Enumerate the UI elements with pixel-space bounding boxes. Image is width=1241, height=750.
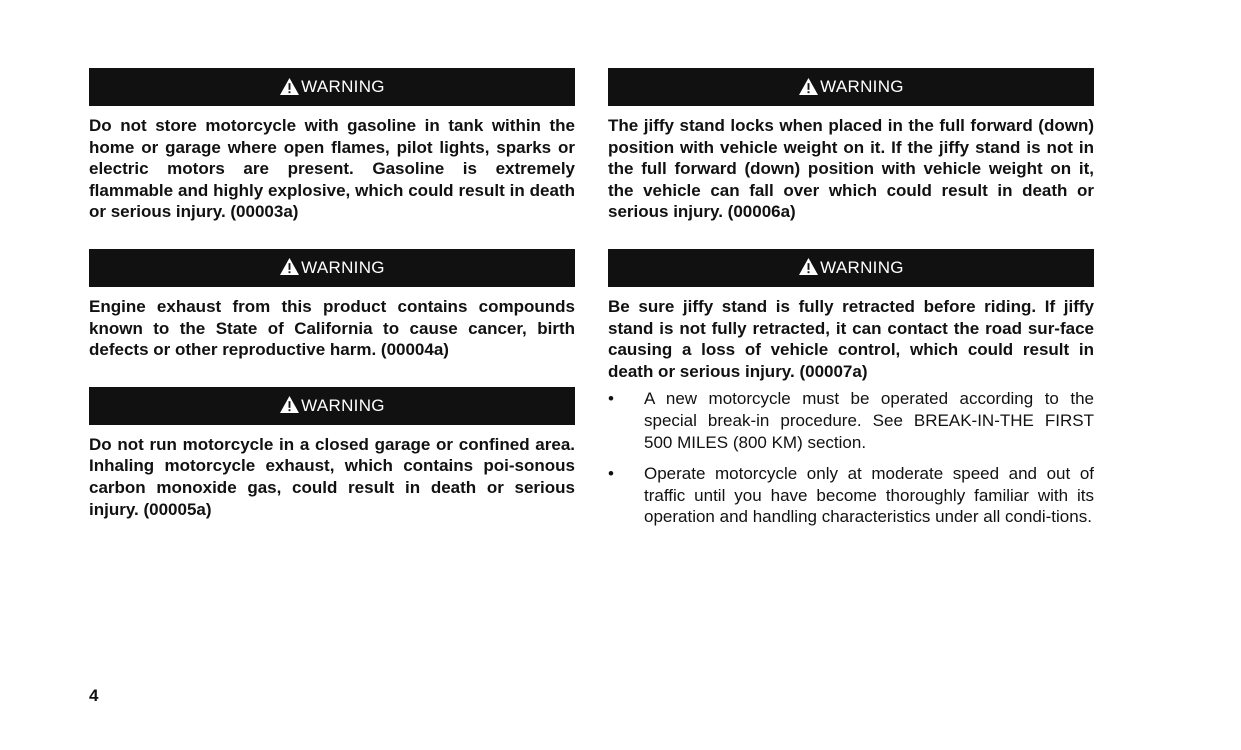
warning-block-closed-garage xyxy=(89,387,575,520)
list-item xyxy=(608,463,1094,528)
left-column xyxy=(89,68,575,546)
right-column xyxy=(608,68,1094,538)
warning-text: Engine exhaust from this product contains compounds known to the State of California to cause cancer, birth defects or other reproductive harm. (00004a) xyxy=(89,296,575,360)
warning-block-jiffy-stand-locks xyxy=(608,68,1094,223)
warning-block-exhaust-compounds xyxy=(89,249,575,361)
warning-block-jiffy-stand-retracted xyxy=(608,249,1094,382)
instruction-list xyxy=(608,388,1094,528)
warning-triangle-icon xyxy=(798,77,819,96)
warning-header xyxy=(89,68,575,106)
warning-title: WARNING xyxy=(820,257,904,277)
warning-text: The jiffy stand locks when placed in the full forward (down) position with vehicle weight on it. If the jiffy stand is not in the full forward (down) position with vehicle weight on it, the vehicle can fall over which could result in death or serious injury. (00006a) xyxy=(608,116,1094,222)
warning-triangle-icon xyxy=(279,395,300,414)
list-item-text: Operate motorcycle only at moderate speed and out of traffic until you have become thoroughly familiar with its operation and handling characteristics under all condi-tions. xyxy=(644,464,1094,527)
warning-triangle-icon xyxy=(279,77,300,96)
warning-header xyxy=(608,249,1094,287)
page-number: 4 xyxy=(89,686,99,705)
list-item xyxy=(608,388,1094,453)
warning-title: WARNING xyxy=(301,395,385,415)
warning-text: Do not store motorcycle with gasoline in tank within the home or garage where open flames, pilot lights, sparks or electric motors are present. Gasoline is extremely flammable and highly explosive, which could result in death or serious injury. (00003a) xyxy=(89,116,575,222)
warning-text: Do not run motorcycle in a closed garage or confined area. Inhaling motorcycle exhaust, which contains poi-sonous carbon monoxide gas, could result in death or serious injury. (00005a) xyxy=(89,434,575,519)
warning-triangle-icon xyxy=(279,257,300,276)
list-item-text: A new motorcycle must be operated according to the special break-in procedure. See BREAK-IN-THE FIRST 500 MILES (800 KM) section. xyxy=(644,389,1094,452)
bullet-marker: • xyxy=(608,464,614,484)
bullet-marker: • xyxy=(608,389,614,409)
warning-header xyxy=(608,68,1094,106)
warning-title: WARNING xyxy=(301,257,385,277)
warning-triangle-icon xyxy=(798,257,819,276)
warning-title: WARNING xyxy=(301,77,385,96)
warning-title: WARNING xyxy=(820,77,904,96)
warning-header xyxy=(89,387,575,425)
warning-text: Be sure jiffy stand is fully retracted before riding. If jiffy stand is not fully retracted, it can contact the road sur-face causing a loss of vehicle control, which could result in death or serious injury. (00007a) xyxy=(608,296,1094,381)
warning-header xyxy=(89,249,575,287)
warning-block-gasoline-storage xyxy=(89,68,575,223)
